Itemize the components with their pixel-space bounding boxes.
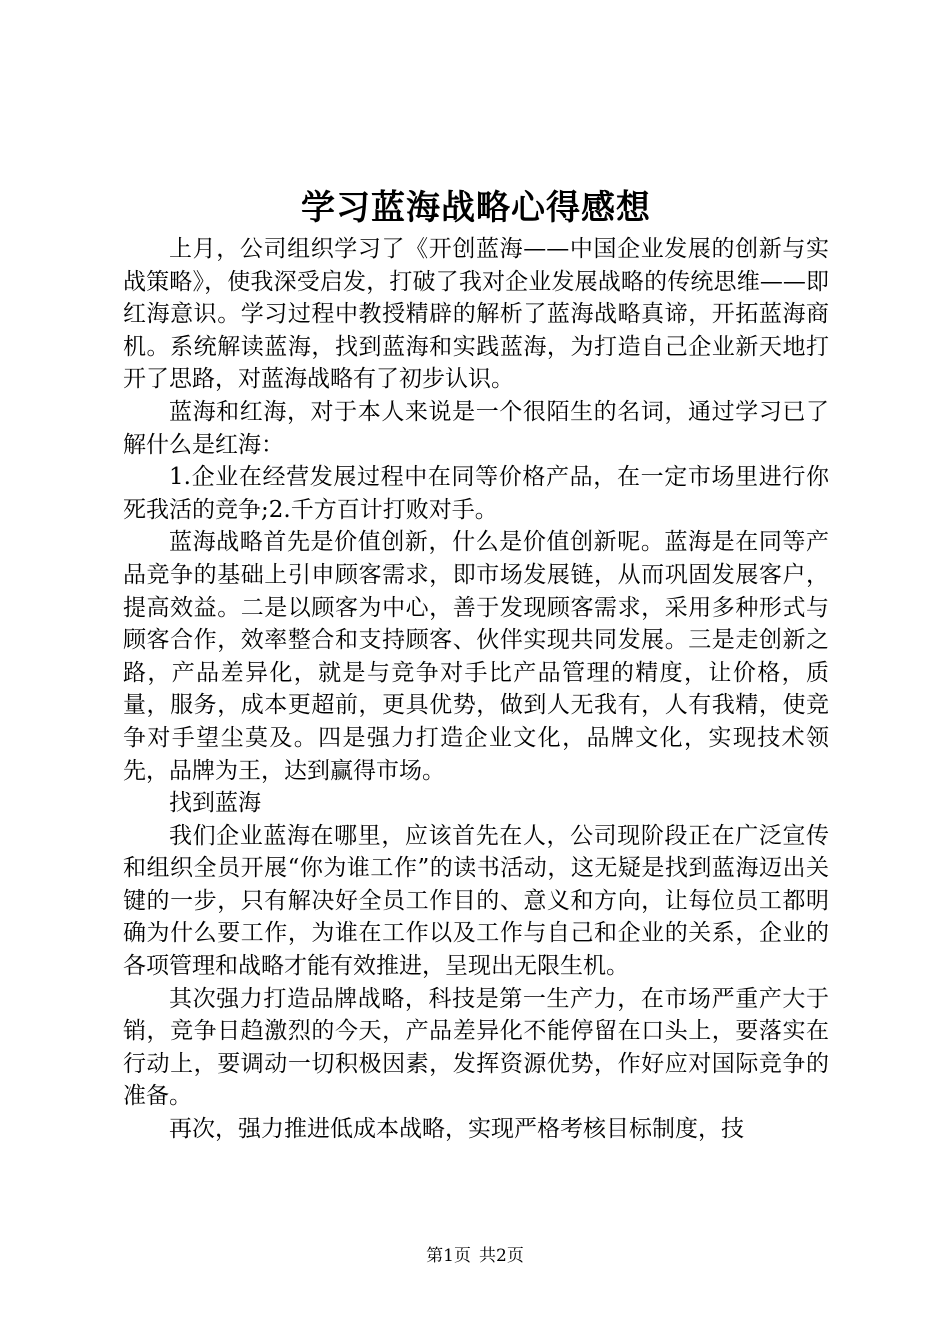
paragraph-value-innovation: 蓝海战略首先是价值创新，什么是价值创新呢。蓝海是在同等产品竞争的基础上引申顾客需求，即市场发展链，从而巩固发展客户，提高效益。二是以顾客为中心，善于发现顾客需求，采用多种形式与顾客合作，效率整合和支持顾客、伙伴实现共同发展。三是走创新之路，产品差异化，就是与竞争对手比产品管理的精度，让价格，质量，服务，成本更超前，更具优势，做到人无我有，人有我精，使竞争对手望尘莫及。四是强力打造企业文化，品牌文化，实现技术领先，品牌为王，达到赢得市场。 [123, 529, 829, 784]
paragraph-people-first: 我们企业蓝海在哪里，应该首先在人，公司现阶段正在广泛宣传和组织全员开展“你为谁工作”的读书活动，这无疑是找到蓝海迈出关键的一步，只有解决好全员工作目的、意义和方向，让每位员工都明确为什么要工作，为谁在工作以及工作与自己和企业的关系，企业的各项管理和战略才能有效推进，呈现出无限生机。 [123, 822, 829, 980]
document-page [123, 185, 829, 1146]
section-heading-find-blue-sea: 找到蓝海 [169, 790, 261, 817]
page-total: 共2页 [479, 1246, 524, 1266]
paragraph-intro: 上月，公司组织学习了《开创蓝海——中国企业发展的创新与实战策略》，使我深受启发，打破了我对企业发展战略的传统思维——即红海意识。学习过程中教授精辟的解析了蓝海战略真谛，开拓蓝海商机。系统解读蓝海，找到蓝海和实践蓝海，为打造自己企业新天地打开了思路，对蓝海战略有了初步认识。 [123, 236, 829, 393]
page-number: 第1页 [426, 1246, 471, 1266]
paragraph-red-sea: 蓝海和红海，对于本人来说是一个很陌生的名词，通过学习已了解什么是红海： [123, 398, 829, 458]
document-title: 学习蓝海战略心得感想 [301, 188, 651, 228]
paragraph-low-cost: 再次，强力推进低成本战略，实现严格考核目标制度，技 [169, 1116, 744, 1143]
paragraph-red-sea-points: 1.企业在经营发展过程中在同等价格产品，在一定市场里进行你死我活的竞争;2.千方百计打败对手。 [123, 464, 829, 523]
paragraph-brand-strategy: 其次强力打造品牌战略，科技是第一生产力，在市场严重产大于销，竞争日趋激烈的今天，产品差异化不能停留在口头上，要落实在行动上，要调动一切积极因素，发挥资源优势，作好应对国际竞争的准备。 [123, 985, 829, 1110]
page-footer [0, 1244, 950, 1268]
